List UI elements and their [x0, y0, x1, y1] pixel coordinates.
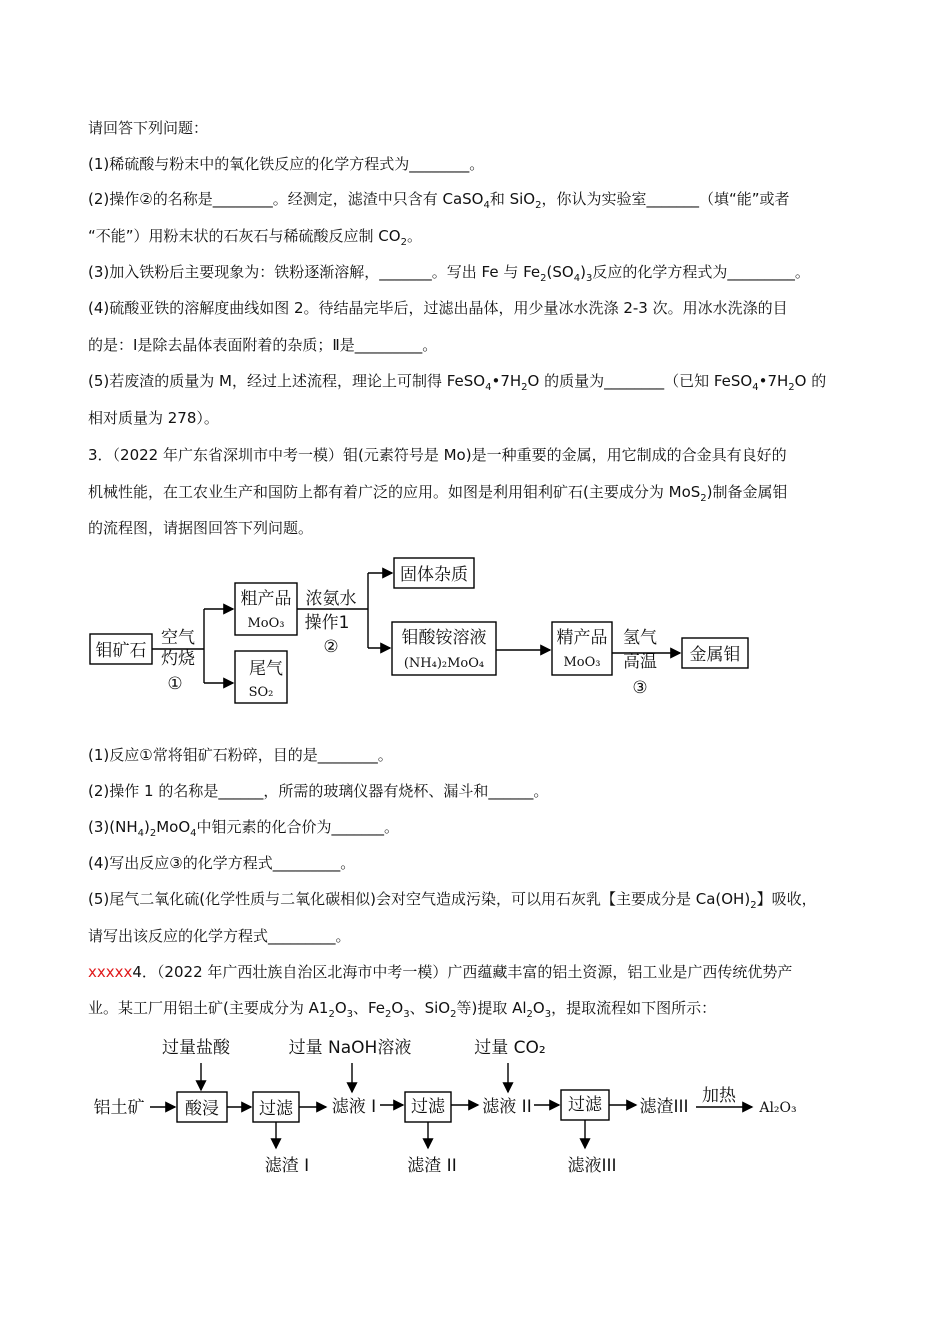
q2-part4-cont: 的是：Ⅰ是除去晶体表面附着的杂质；Ⅱ是_________。 — [88, 336, 438, 354]
q2-part2: (2)操作②的名称是________。经测定，滤渣中只含有 CaSO$_4$和 SiO$_2$，你认为实验室_______（填“能”或者 — [88, 190, 790, 211]
filter1-label: 过滤 — [259, 1099, 293, 1119]
fine-formula: MoO₃ — [563, 655, 601, 670]
red-mark: xxxxx — [88, 963, 133, 981]
q3-heading-line3: 的流程图，请据图回答下列问题。 — [88, 519, 314, 537]
q3-part1: (1)反应①常将钼矿石粉碎，目的是________。 — [88, 746, 393, 764]
q2-part1: (1)稀硫酸与粉末中的氧化铁反应的化学方程式为________。 — [88, 155, 485, 173]
bauxite-label: 铝土矿 — [93, 1098, 145, 1118]
ammonia-label: 浓氨水 — [305, 589, 357, 609]
co2-label: 过量 CO₂ — [474, 1038, 546, 1058]
q3-part5: (5)尾气二氧化硫(化学性质与二氧化碳相似)会对空气造成污染，可以用石灰乳【主要成分是 $Ca(OH)_2$】吸收， — [88, 890, 817, 911]
solid-label: 固体杂质 — [400, 565, 468, 585]
residue1-label: 滤渣 I — [264, 1156, 310, 1176]
naoh-label: 过量 NaOH溶液 — [288, 1038, 412, 1058]
step2-label: ② — [323, 637, 339, 657]
q3-part4: (4)写出反应③的化学方程式_________。 — [88, 854, 356, 872]
q3-part5-cont: 请写出该反应的化学方程式_________。 — [88, 927, 351, 945]
alumina-flow-diagram — [80, 1025, 820, 1185]
q2-part5: (5)若废渣的质量为 M，经过上述流程，理论上可制得 $FeSO_4•7H_2O$ 的质量为________（已知 $FeSO_4•7H_2O$ 的 — [88, 372, 827, 393]
filtrate3-label: 滤液III — [567, 1156, 617, 1176]
tail-label: 尾气 — [249, 659, 283, 679]
op1-label: 操作1 — [304, 613, 350, 633]
q2-part2-cont: “不能”）用粉末状的石灰石与稀硫酸反应制 $CO_2$。 — [88, 227, 422, 248]
metal-label: 金属钼 — [689, 645, 741, 665]
filtrate2-label: 滤液 II — [482, 1097, 532, 1117]
air-label: 空气 — [161, 628, 195, 648]
molybdenum-flow-diagram — [80, 550, 780, 710]
step1-label: ① — [167, 674, 183, 694]
filter3-label: 过滤 — [568, 1095, 602, 1115]
q2-part4: (4)硫酸亚铁的溶解度曲线如图 2。待结晶完毕后，过滤出晶体，用少量冰水洗涤 2-3 次。用冰水洗涤的目 — [88, 299, 788, 317]
residue2-label: 滤渣 II — [407, 1156, 457, 1176]
q3-heading-line2: 机械性能，在工农业生产和国防上都有着广泛的应用。如图是利用钼利矿石(主要成分为 MoS$_2$)制备金属钼 — [88, 483, 788, 504]
solution-label: 钼酸铵溶液 — [401, 628, 487, 648]
solution-formula: (NH₄)₂MoO₄ — [403, 656, 485, 671]
leach-label: 酸浸 — [185, 1099, 219, 1119]
q2-part5-cont: 相对质量为 278）。 — [88, 409, 219, 427]
roast-label: 灼烧 — [161, 649, 195, 669]
q3-part3: $(3)(NH_4)_2MoO_4$中钼元素的化合价为_______。 — [88, 818, 400, 839]
h2-label: 氢气 — [623, 628, 657, 648]
residue3-label: 滤渣III — [639, 1097, 689, 1117]
step3-label: ③ — [632, 678, 648, 698]
fine-label: 精产品 — [556, 628, 608, 648]
ore-label: 钼矿石 — [95, 641, 147, 661]
q3-part2: (2)操作 1 的名称是______，所需的玻璃仪器有烧杯、漏斗和______。 — [88, 782, 549, 800]
crude-label: 粗产品 — [240, 589, 292, 609]
alumina-label: Al₂O₃ — [759, 1100, 797, 1116]
filtrate1-label: 滤液 I — [331, 1097, 377, 1117]
filter2-label: 过滤 — [411, 1097, 445, 1117]
q4-heading: xxxxx4．（2022 年广西壮族自治区北海市中考一模）广西蕴藏丰富的铝土资源，铝工业是广西传统优势产 — [88, 963, 793, 981]
q2-part3: (3)加入铁粉后主要现象为：铁粉逐渐溶解，_______。写出 Fe 与 $Fe_2(SO_4)_3$反应的化学方程式为_________。 — [88, 263, 810, 284]
q3-heading: 3．（2022 年广东省深圳市中考一模）钼(元素符号是 Mo)是一种重要的金属，用它制成的合金具有良好的 — [88, 446, 787, 464]
intro-text: 请回答下列问题： — [88, 119, 209, 137]
hcl-label: 过量盐酸 — [162, 1038, 230, 1058]
q4-heading-line2: 业。某工厂用铝土矿(主要成分为 $A1_2O_3$、$Fe_2O_3$、SiO$_2$等)提取 $Al_2O_3$，提取流程如下图所示： — [88, 999, 717, 1020]
crude-formula: MoO₃ — [247, 616, 285, 631]
heat-label: 加热 — [702, 1086, 736, 1106]
tail-formula: SO₂ — [248, 685, 274, 700]
hightemp-label: 高温 — [623, 652, 657, 672]
